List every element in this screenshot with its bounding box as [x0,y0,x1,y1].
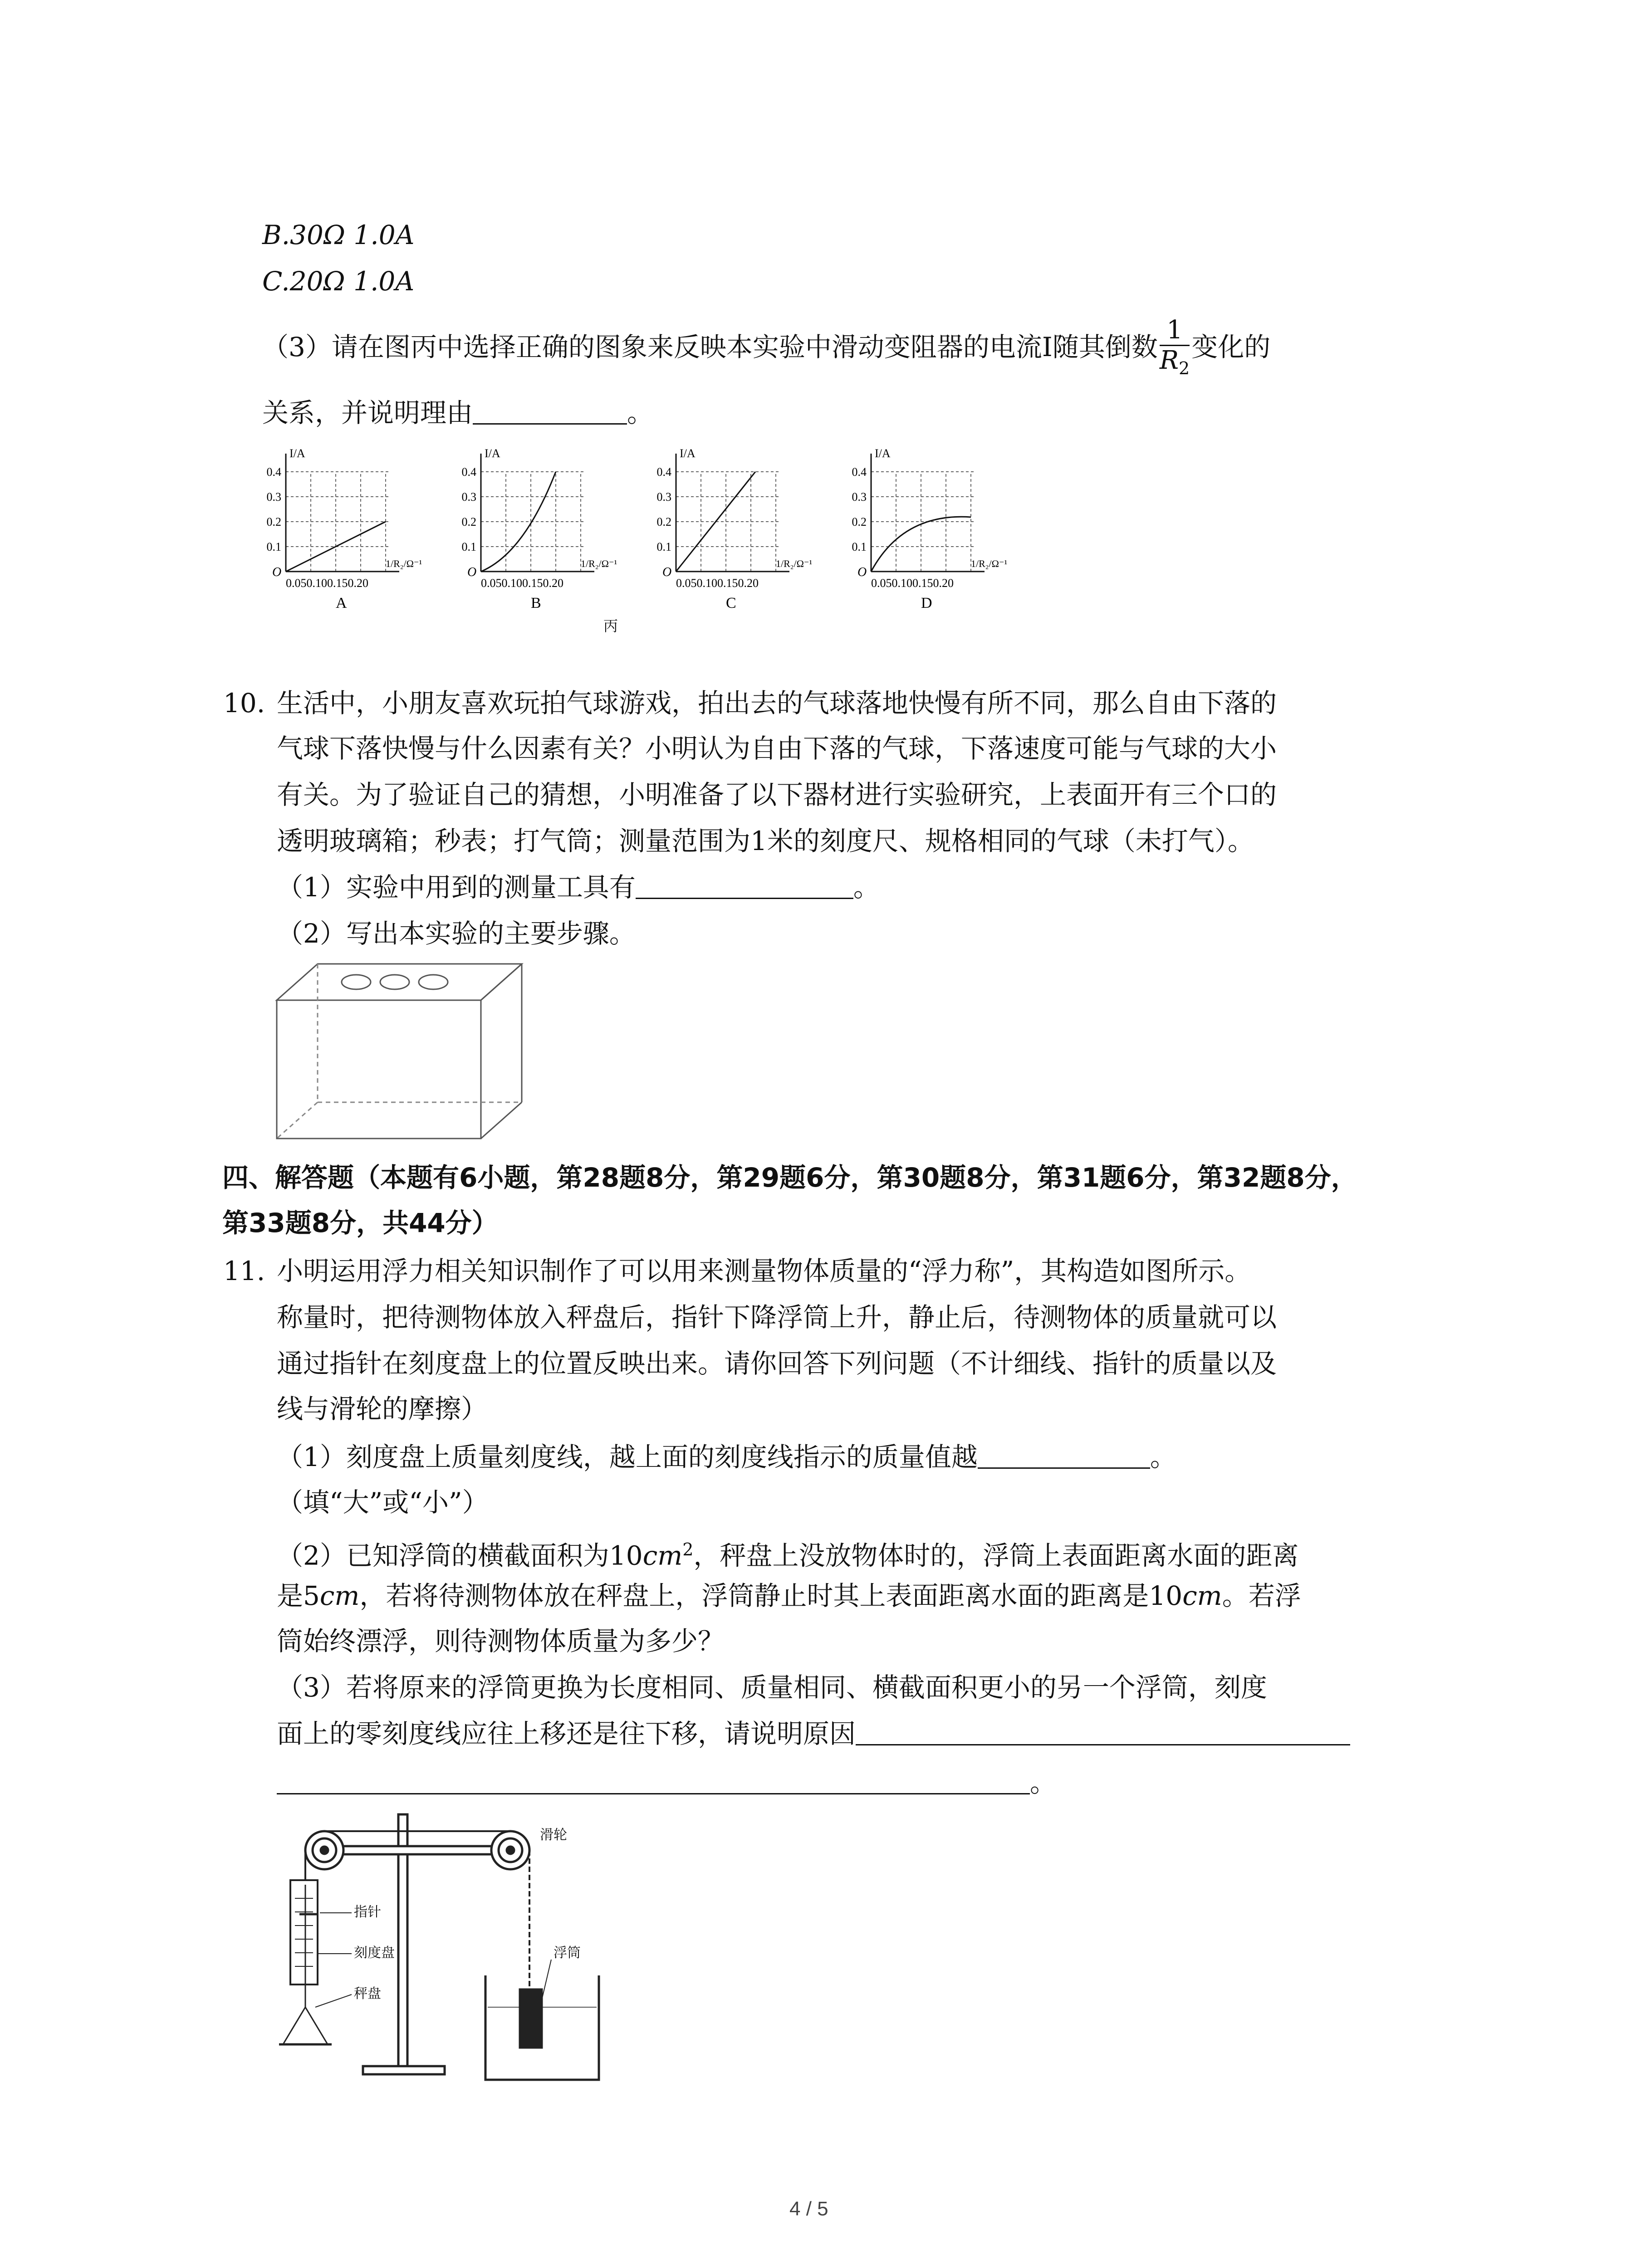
q10-sub2: （2）写出本实验的主要步骤。 [277,918,636,949]
q11-sub2-c1: 是5 [277,1580,320,1611]
q11-sub1 [277,1439,1176,1475]
q11-number: 11. [223,1256,265,1286]
q11-sub2-sup: 2 [682,1540,694,1559]
q11-sub2-c3: 。若浮 [1222,1580,1301,1611]
q11-sub2-unit: cm [642,1540,683,1571]
fraction-den-sub: 2 [1179,358,1190,379]
buoyancy-scale-figure [272,1808,635,2098]
origin-label: O [857,565,867,579]
label-float: 浮筒 [554,1945,581,1960]
q11-line1: 小明运用浮力相关知识制作了可以用来测量物体质量的“浮力称”，其构造如图所示。 [277,1256,1251,1286]
x-tick-labels: 0.050.100.150.20 [871,577,954,590]
y-tick-label: 0.1 [461,540,476,553]
q11-sub2-line3: 筒始终漂浮，则待测物体质量为多少？ [277,1626,725,1657]
q10-line1: 生活中，小朋友喜欢玩拍气球游戏，拍出去的气球落地快慢有所不同，那么自由下落的 [277,688,1277,719]
q9-sub3-line1 [262,313,1270,383]
y-tick-label: 0.3 [656,490,671,503]
q11-sub3-b: 面上的零刻度线应往上移还是往下移，请说明原因 [277,1718,856,1749]
q10-answer-blank[interactable] [636,870,853,899]
option-b-text: B.30Ω 1.0A [262,220,415,250]
y-axis-label: I/A [680,447,696,460]
q10-sub1 [277,869,880,905]
y-tick-label: 0.2 [656,515,671,528]
q11-sub3-line1: （3）若将原来的浮筒更换为长度相同、质量相同、横截面积更小的另一个浮筒，刻度 [277,1672,1267,1703]
y-tick-label: 0.4 [656,465,671,479]
y-tick-label: 0.3 [461,490,476,503]
q11-sub3-blank2[interactable] [277,1766,1030,1794]
y-tick-label: 0.2 [461,515,476,528]
q11-sub2-a: （2）已知浮筒的横截面积为10 [277,1540,643,1571]
q11-sub1-hint: （填“大”或“小”） [277,1487,489,1518]
y-axis-label: I/A [485,447,500,460]
x-axis-label: 1/R₂/Ω⁻¹ [581,558,617,569]
q11-sub1-text: （1）刻度盘上质量刻度线，越上面的刻度线指示的质量值越 [277,1442,978,1472]
q9-sub3-pre: （3）请在图丙中选择正确的图象来反映本实验中滑动变阻器的电流I随其倒数 [262,332,1158,362]
x-tick-labels: 0.050.100.150.20 [676,577,759,590]
q11-sub3-line3 [277,1765,1056,1801]
q11-line4: 线与滑轮的摩擦） [277,1393,488,1424]
q10-line3: 有关。为了验证自己的猜想，小明准备了以下器材进行实验研究，上表面开有三个口的 [277,779,1277,810]
graphs-figure [254,435,1025,644]
q11-line2: 称量时，把待测物体放入秤盘后，指针下降浮筒上升，静止后，待测物体的质量就可以 [277,1302,1277,1333]
x-axis-label: 1/R₂/Ω⁻¹ [386,558,422,569]
y-tick-label: 0.1 [656,540,671,553]
y-axis-label: I/A [289,447,305,460]
option-c [262,263,414,299]
y-tick-label: 0.2 [266,515,281,528]
option-b [262,217,415,253]
y-axis-label: I/A [875,447,891,460]
q11-sub2-b: ，秤盘上没放物体时的，浮筒上表面距离水面的距离 [693,1540,1299,1571]
q11-sub2-c-unit2: cm [1182,1580,1222,1611]
q11-sub3-end: 。 [1030,1767,1057,1798]
figure-caption: 丙 [603,617,618,635]
label-pulley: 滑轮 [540,1828,567,1843]
q9-sub3-line2 [262,395,653,431]
label-pan: 秤盘 [354,1986,381,2001]
graph-letter: C [726,595,736,611]
section4-heading-line2: 第33题8分，共44分） [222,1207,498,1238]
q11-sub2-c-unit1: cm [319,1580,360,1611]
reciprocal-fraction [1160,316,1190,383]
glass-box-figure [274,962,529,1143]
y-tick-label: 0.2 [852,515,867,528]
x-axis-label: 1/R₂/Ω⁻¹ [971,558,1008,569]
q9-sub3-line2-text: 关系，并说明理由 [262,397,473,428]
graph-A [267,447,422,611]
option-c-text: C.20Ω 1.0A [262,266,415,297]
fraction-numerator: 1 [1160,316,1190,346]
page-number: 4 / 5 [789,2198,828,2220]
x-tick-labels: 0.050.100.150.20 [286,577,368,590]
y-tick-label: 0.4 [461,465,476,479]
q11-sub1-blank[interactable] [978,1440,1150,1469]
origin-label: O [272,565,282,579]
x-tick-labels: 0.050.100.150.20 [481,577,563,590]
y-tick-label: 0.3 [266,490,281,503]
graph-letter: D [921,595,932,611]
q10-number: 10. [223,688,265,719]
graph-B [462,447,617,611]
graph-letter: B [531,595,541,611]
origin-label: O [467,565,477,579]
q9-sub3-end: 。 [627,397,654,428]
q11-line3: 通过指针在刻度盘上的位置反映出来。请你回答下列问题（不计细线、指针的质量以及 [277,1348,1277,1379]
graph-letter: A [336,595,347,611]
origin-label: O [662,565,672,579]
label-pointer: 指针 [354,1905,381,1920]
q11-sub2-line2 [277,1578,1301,1614]
fraction-denominator [1160,346,1190,383]
q10-sub1-text: （1）实验中用到的测量工具有 [277,872,636,903]
y-tick-label: 0.3 [852,490,867,503]
graph-C [657,447,813,611]
q10-sub1-end: 。 [853,872,880,903]
label-dial: 刻度盘 [354,1945,395,1960]
q11-sub3-line2 [277,1716,1350,1752]
q10-line2: 气球下落快慢与什么因素有关？小明认为自由下落的气球，下落速度可能与气球的大小 [277,733,1277,764]
q9-sub3-post: 变化的 [1191,332,1271,362]
fraction-den-r: R [1159,345,1179,375]
q11-sub2-c2: ，若将待测物体放在秤盘上，浮筒静止时其上表面距离水面的距离是10 [359,1580,1183,1611]
y-tick-label: 0.4 [852,465,867,479]
y-tick-label: 0.1 [852,540,867,553]
q10-line4: 透明玻璃箱；秒表；打气筒；测量范围为1米的刻度尺、规格相同的气球（未打气）。 [277,826,1254,856]
q11-sub1-end: 。 [1150,1442,1176,1472]
x-axis-label: 1/R₂/Ω⁻¹ [776,558,813,569]
graph-D [852,447,1008,611]
y-tick-label: 0.4 [266,465,281,479]
q11-sub3-blank1[interactable] [856,1717,1350,1745]
section4-heading-line1: 四、解答题（本题有6小题，第28题8分，第29题6分，第30题8分，第31题6分，第32题8分， [222,1162,1357,1193]
q9-answer-blank[interactable] [473,396,627,425]
y-tick-label: 0.1 [266,540,281,553]
q11-sub2-line1 [277,1531,1298,1574]
